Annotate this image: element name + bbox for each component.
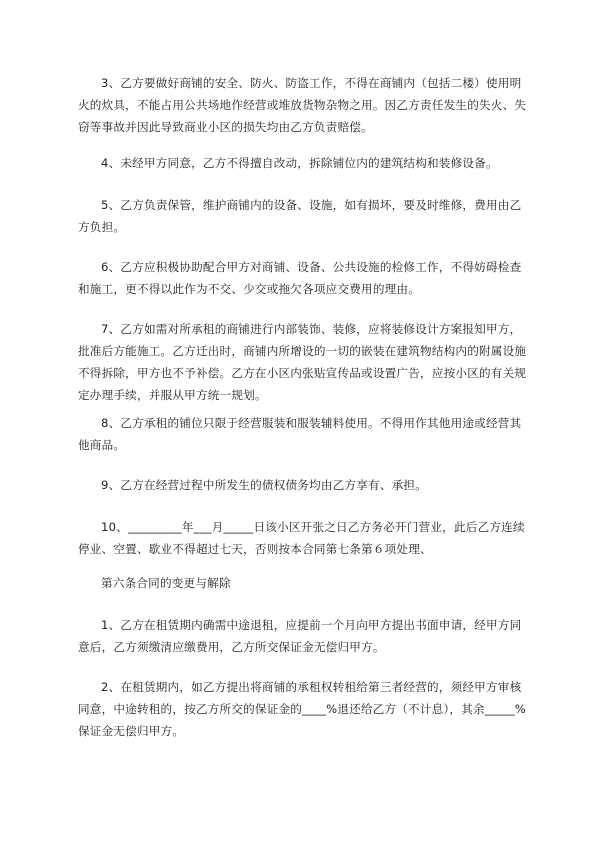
- clause-3-paragraph: 3、乙方要做好商铺的安全、防火、防盗工作，不得在商铺内（包括二楼）使用明火的炊具，不能占用公共场地作经营或堆放货物杂物之用。因乙方责任发生的失火、失窃等事故并因此导致商业小区的损失均由乙方负责赔偿。: [78, 76, 527, 134]
- clause-7-paragraph: 7、乙方如需对所承租的商铺进行内部装饰、装修，应将装修设计方案报知甲方，批准后方能施工。乙方迁出时，商铺内所增设的一切的嵌装在建筑物结构内的附属设施不得拆除，甲方也不予补偿。乙方在小区内张贴宣传品或设置广告，应按小区的有关规定办理手续，并服从甲方统一规划。: [78, 322, 527, 402]
- clause-9-paragraph: 9、乙方在经营过程中所发生的债权债务均由乙方享有、承担。: [101, 478, 428, 492]
- clause-6-paragraph: 6、乙方应积极协助配合甲方对商铺、设备、公共设施的检修工作，不得妨碍检查和施工，更不得以此作为不交、少交或拖欠各项应交费用的理由。: [78, 260, 522, 296]
- termination-clause-2-paragraph: 2、在租赁期内，如乙方提出将商铺的承租权转租给第三者经营的，须经甲方审核同意，中途转租的，按乙方所交的保证金的____%退还给乙方（不计息），其余_____%保证金无偿归甲方。: [78, 680, 527, 738]
- clause-8-paragraph: 8、乙方承租的铺位只限于经营服装和服装辅料使用。不得用作其他用途或经营其他商品。: [78, 416, 522, 452]
- clause-10-paragraph: 10、_________年___月_____日该小区开张之日乙方务必开门营业，此后乙方连续停业、空置、歇业不得超过七天，否则按本合同第七条第６项处理、: [78, 520, 525, 556]
- clause-5-paragraph: 5、乙方负责保管，维护商铺内的设备、设施，如有损坏，要及时维修，费用由乙方负担。: [78, 198, 522, 234]
- section-heading-article-6: 第六条合同的变更与解除: [101, 576, 231, 590]
- termination-clause-1-paragraph: 1、乙方在租赁期内确需中途退租，应提前一个月向甲方提出书面申请，经甲方同意后，乙方须缴清应缴费用，乙方所交保证金无偿归甲方。: [78, 618, 522, 654]
- clause-4-paragraph: 4、未经甲方同意，乙方不得擅自改动，拆除铺位内的建筑结构和装修设备。: [101, 156, 498, 170]
